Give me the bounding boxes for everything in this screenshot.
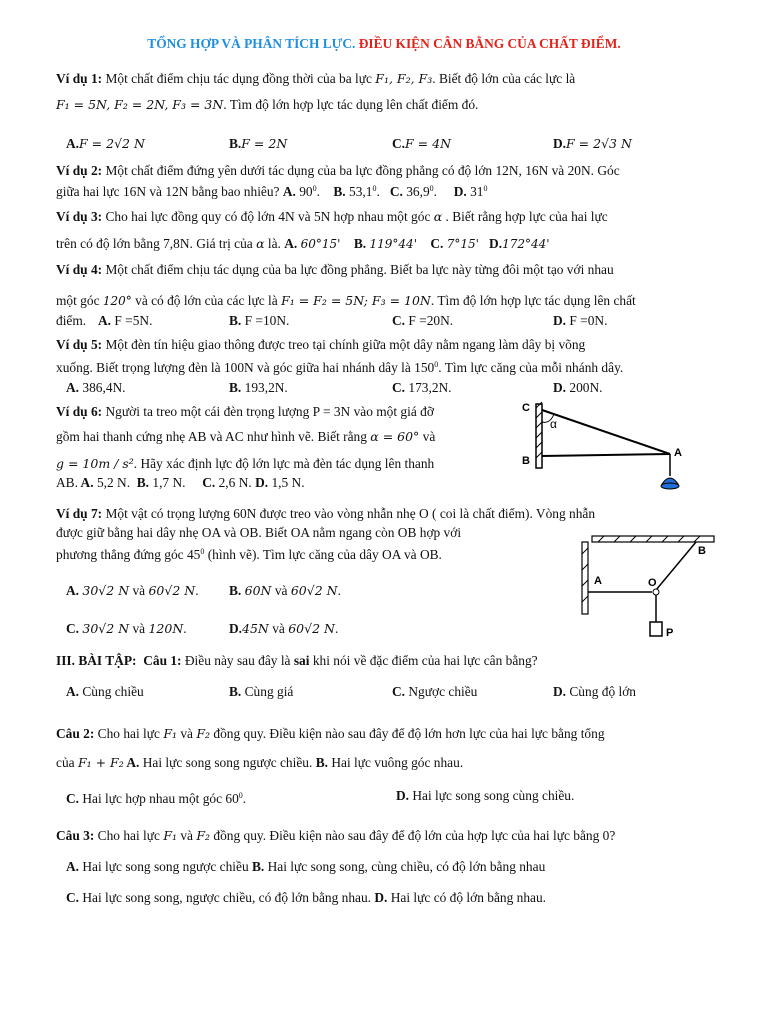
option-value: 53,1 <box>345 184 373 199</box>
option-letter: D. <box>553 136 567 151</box>
ex1-option-d <box>553 135 632 153</box>
q3-line-2 <box>66 858 545 876</box>
ex5-option-d <box>553 379 602 397</box>
option-value: 172°44' <box>502 237 550 251</box>
option-letter: A. <box>282 184 296 199</box>
degree-sup: 0 <box>372 184 377 193</box>
option-value: 30√2 N <box>82 621 130 636</box>
ex2-line-2: giữa hai lực 16N và 12N bằng bao nhiêu? A. $90^0$. B. 53,1$^0$. C. 36,9$^0$. D. $31^0$ <box>56 184 488 199</box>
option-value: Hai lực song song ngược chiều <box>79 859 252 874</box>
option-letter: C. <box>66 791 80 806</box>
option-value: 60°15' <box>300 237 341 251</box>
label-a: A <box>594 575 602 587</box>
option-letter: B. <box>136 475 150 490</box>
option-value: 60√2 N <box>148 583 196 598</box>
gravity-value: g = 10m / s² <box>56 456 134 471</box>
ex3-text-3: trên có độ lớn bằng 7,8N. Giá trị của <box>56 236 257 251</box>
option-letter: B. <box>252 859 265 874</box>
ex4-values: F₁ = F₂ = 5N; F₃ = 10N <box>281 293 431 308</box>
q2-line-2 <box>56 754 463 772</box>
ex4-text-2: một góc <box>56 293 103 308</box>
ex2-text-2: giữa hai lực 16N và 12N bằng bao nhiêu? <box>56 184 283 199</box>
option-value: 60√2 N <box>288 621 335 636</box>
q1-label: Câu 1: <box>143 653 182 668</box>
option-letter: B. <box>333 184 346 199</box>
option-value: 60N <box>244 583 272 598</box>
ex6-text-4: . Hãy xác định lực độ lớn lực mà đèn tác dụng lên thanh <box>133 456 435 471</box>
ex2-label: Ví dụ 2: <box>56 163 103 178</box>
ring-o <box>653 589 659 595</box>
ex1-values: F₁ = 5N, F₂ = 2N, F₃ = 3N <box>56 97 224 112</box>
option-letter: A. <box>66 583 80 598</box>
weight-block <box>650 622 662 636</box>
option-letter: C. <box>66 890 80 905</box>
section-heading: III. BÀI TẬP: <box>56 653 137 668</box>
q3-text-2: và <box>177 828 197 843</box>
ex7-option-d: D.45N và 60√2 N. <box>229 621 339 636</box>
option-value: 119°44' <box>369 237 417 251</box>
option-letter: C. <box>392 380 406 395</box>
ex6-text-3: và <box>419 429 436 444</box>
option-value: 386,4N. <box>79 380 126 395</box>
option-letter: A. <box>98 313 112 328</box>
ex5-line-2 <box>56 356 623 377</box>
ex6-bracket-figure <box>518 398 698 498</box>
ex2-line-1 <box>56 162 620 180</box>
ex6-label: Ví dụ 6: <box>56 404 103 419</box>
degree-sup: 0 <box>429 184 434 193</box>
option-letter: C. <box>392 136 406 151</box>
ex3-line-2 <box>56 235 550 253</box>
option-letter: C. <box>392 684 406 699</box>
ex3-line-1 <box>56 208 608 226</box>
ex5-label: Ví dụ 5: <box>56 337 103 352</box>
label-b: B <box>698 545 706 557</box>
bt-q1-line <box>56 652 538 670</box>
option-value: F =10N. <box>241 313 290 328</box>
option-letter: D. <box>396 788 410 803</box>
ex4-option-b <box>229 312 289 330</box>
option-letter: D. <box>553 684 567 699</box>
ex4-option-d <box>553 312 607 330</box>
option-value: 173,2N. <box>405 380 452 395</box>
q2-text-3: đồng quy. Điều kiện nào sau đây để độ lớn hơn lực của hai lực bằng tổng <box>210 726 605 741</box>
title-part-1: TỔNG HỢP VÀ PHÂN TÍCH LỰC. <box>147 36 356 51</box>
option-letter: B. <box>229 380 242 395</box>
ex5-line-1 <box>56 336 585 354</box>
alpha-symbol: α <box>256 236 265 251</box>
option-letter: B. <box>229 313 242 328</box>
degree-sup: 0 <box>483 184 488 193</box>
ex7-line-3 <box>56 543 442 564</box>
ex7-option-a: A. 30√2 N và 60√2 N. <box>66 583 199 598</box>
ex6-line-3 <box>56 455 434 473</box>
ex6-line-4 <box>56 474 305 492</box>
option-value: 60√2 N <box>290 583 338 598</box>
ex6-text-1: Người ta treo một cái đèn trọng lượng P = 3N vào một giá đỡ <box>102 404 434 419</box>
ex1-line-1 <box>56 70 575 88</box>
ex6-text-2: gồm hai thanh cứng nhẹ AB và AC như hình vẽ. Biết rằng <box>56 429 371 444</box>
ceiling <box>592 536 714 542</box>
ex5-text-2: xuống. Biết trọng lượng đèn là 100N và góc giữa hai nhánh dây là 150 <box>56 360 435 375</box>
q2-text-4: của <box>56 755 78 770</box>
option-value: 31 <box>466 184 484 199</box>
option-value: F = 4N <box>405 136 452 151</box>
ex3-text-4: là. <box>264 236 285 251</box>
option-letter: C. <box>66 621 80 636</box>
q1-option-c <box>392 683 477 701</box>
ex3-text-1: Cho hai lực đồng quy có độ lớn 4N và 5N hợp nhau một góc <box>102 209 434 224</box>
f1-symbol: F₁ <box>163 726 178 741</box>
q3-line-1 <box>56 827 615 845</box>
angle-value: 120° <box>102 294 132 308</box>
ex1-option-c <box>392 135 451 153</box>
label-c: C <box>522 402 530 414</box>
option-value: F = 2√3 N <box>566 136 632 151</box>
option-letter: C. <box>389 184 403 199</box>
option-value: Cùng độ lớn <box>566 684 636 699</box>
ex1-option-a <box>66 135 145 153</box>
option-value: Cùng giá <box>241 684 294 699</box>
f2-symbol: F₂ <box>196 726 211 741</box>
q1-text-1: Điều này sau đây là <box>181 653 294 668</box>
q1-option-b <box>229 683 293 701</box>
rod-ab <box>542 454 670 456</box>
ex7-text-3: phương thẳng đứng góc 45 <box>56 547 201 562</box>
q2-label: Câu 2: <box>56 726 95 741</box>
ex7-label: Ví dụ 7: <box>56 506 103 521</box>
lamp-base <box>661 483 679 489</box>
q3-text-1: Cho hai lực <box>94 828 164 843</box>
ex4-text-3: và có độ lớn của các lực là <box>131 293 282 308</box>
ex7-text-1: Một vật có trọng lượng 60N được treo vào vòng nhẫn nhẹ O ( coi là chất điểm). Vòng nhẫn <box>102 506 596 521</box>
option-value: Hai lực song song cùng chiều. <box>409 788 575 803</box>
q2-text-2: và <box>177 726 197 741</box>
ex1-text-2: . Biết độ lớn của các lực là <box>432 71 576 86</box>
string-ob <box>656 542 696 590</box>
ex7-text-2: được giữ bằng hai dây nhẹ OA và OB. Biết OA nằm ngang còn OB hợp với <box>56 525 462 540</box>
option-letter: D. <box>255 475 269 490</box>
option-value: F =20N. <box>405 313 454 328</box>
ex1-text-1: Một chất điểm chịu tác dụng đồng thời của ba lực <box>102 71 376 86</box>
ex5-text-1: Một đèn tín hiệu giao thông được treo tại chính giữa một dây nằm ngang làm dây bị võng <box>102 337 586 352</box>
alpha-value: α = 60° <box>370 429 420 444</box>
option-letter: A. <box>66 684 80 699</box>
ex3-label: Ví dụ 3: <box>56 209 103 224</box>
ex5-option-a <box>66 379 126 397</box>
ex5-text-3: . Tìm lực căng của mỗi nhánh dây. <box>438 360 624 375</box>
ex4-label: Ví dụ 4: <box>56 262 103 277</box>
option-letter: D. <box>229 621 243 636</box>
option-value: 5,2 N. <box>93 475 131 490</box>
ex6-line-1 <box>56 403 434 421</box>
ex5-option-c <box>392 379 452 397</box>
title-part-2: ĐIỀU KIỆN CÂN BẰNG CỦA CHẤT ĐIỂM. <box>358 36 621 51</box>
ex4-option-a <box>98 312 152 330</box>
label-o: O <box>648 577 657 589</box>
conjunction: và <box>271 583 291 598</box>
option-letter: D. <box>489 236 503 251</box>
q1-text-2: khi nói về đặc điểm của hai lực cân bằng? <box>309 653 538 668</box>
option-value: Cùng chiều <box>79 684 144 699</box>
q1-option-a <box>66 683 144 701</box>
option-letter: C. <box>202 475 216 490</box>
option-letter: B. <box>229 136 242 151</box>
label-p: P <box>666 627 674 639</box>
ex1-label: Ví dụ 1: <box>56 71 103 86</box>
option-value: 120N <box>148 621 184 636</box>
option-value: F = 2N <box>241 136 288 151</box>
option-letter: D. <box>453 184 467 199</box>
degree-sup: 0 <box>434 360 439 369</box>
ex1-text-3: . Tìm độ lớn hợp lực tác dụng lên chất điểm đó. <box>223 97 479 112</box>
option-value: 90 <box>295 184 313 199</box>
ex4-line-2 <box>56 292 636 310</box>
option-value: Hai lực song song, ngược chiều, có độ lớn bằng nhau. <box>79 890 375 905</box>
option-value: Ngược chiều <box>405 684 478 699</box>
option-value: F =0N. <box>566 313 608 328</box>
f1-symbol: F₁ <box>163 828 178 843</box>
ex6-text-5: AB. <box>56 475 78 490</box>
f2-symbol: F₂ <box>196 828 211 843</box>
option-value: Hai lực song song, cùng chiều, có độ lớn bằng nhau <box>264 859 546 874</box>
option-letter: C. <box>392 313 406 328</box>
option-value: 200N. <box>566 380 603 395</box>
ex6-line-2 <box>56 428 435 446</box>
option-letter: B. <box>312 755 328 770</box>
option-value: F = 2√2 N <box>79 136 145 151</box>
ex4-text-5: điểm. <box>56 313 87 328</box>
ex7-line-1 <box>56 505 595 523</box>
option-letter: D. <box>553 313 567 328</box>
option-letter: A. <box>66 380 80 395</box>
degree-sup: 0 <box>238 791 243 800</box>
option-letter: B. <box>229 583 242 598</box>
q2-text-1: Cho hai lực <box>94 726 164 741</box>
q2-line-1 <box>56 725 605 743</box>
ex7-ring-figure <box>578 532 718 644</box>
ex3-text-2: . Biết rằng hợp lực của hai lực <box>442 209 608 224</box>
option-value: Hai lực vuông góc nhau. <box>327 755 464 770</box>
q3-label: Câu 3: <box>56 828 95 843</box>
alpha-symbol: α <box>433 209 443 224</box>
option-value: Hai lực song song ngược chiều. <box>139 755 313 770</box>
degree-sup: 0 <box>312 184 317 193</box>
ex4-text-4: . Tìm độ lớn hợp lực tác dụng lên chất <box>430 293 636 308</box>
q2-option-d <box>396 787 574 805</box>
label-b: B <box>522 455 530 467</box>
option-value: 193,2N. <box>241 380 288 395</box>
option-letter: A. <box>123 755 140 770</box>
option-value: 7°15' <box>446 237 479 251</box>
option-letter: B. <box>353 236 367 251</box>
ex7-text-4: (hình vẽ). Tìm lực căng của dây OA và OB. <box>204 547 442 562</box>
q3-text-3: đồng quy. Điều kiện nào sau đây để độ lớn của hợp lực của hai lực bằng 0? <box>210 828 616 843</box>
ex4-line-1 <box>56 261 614 279</box>
degree-sup: 0 <box>200 547 205 556</box>
ex4-line-3 <box>56 312 86 330</box>
option-letter: A. <box>66 136 80 151</box>
option-letter: D. <box>374 890 388 905</box>
sum-expression: F₁ + F₂ <box>77 755 124 770</box>
q1-bold: sai <box>293 653 310 668</box>
option-letter: B. <box>229 684 242 699</box>
ex4-option-c <box>392 312 453 330</box>
option-value: 45N <box>242 621 269 636</box>
option-letter: C. <box>430 236 444 251</box>
option-letter: A. <box>66 859 80 874</box>
q1-option-d <box>553 683 636 701</box>
ex7-option-c: C. 30√2 N và 120N. <box>66 621 187 636</box>
conjunction: và <box>129 583 149 598</box>
option-value: Hai lực có độ lớn bằng nhau. <box>387 890 547 905</box>
option-value: 1,7 N. <box>149 475 186 490</box>
ex1-option-b <box>229 135 287 153</box>
option-value: F =5N. <box>111 313 153 328</box>
option-value: Hai lực hợp nhau một góc 60 <box>79 791 239 806</box>
ex1-forces: F₁, F₂, F₃ <box>375 71 433 86</box>
page-title <box>0 36 768 52</box>
option-letter: A. <box>77 475 94 490</box>
option-value: 2,6 N. <box>215 475 252 490</box>
conjunction: và <box>129 621 149 636</box>
label-alpha: α <box>550 417 557 431</box>
q3-line-3 <box>66 889 546 907</box>
ex7-line-2 <box>56 524 461 542</box>
q2-option-c: C. Hai lực hợp nhau một góc $60^0$. <box>66 791 247 806</box>
ex1-line-2 <box>56 96 478 114</box>
option-value: 30√2 N <box>82 583 130 598</box>
ex7-option-b: B. 60N và 60√2 N. <box>229 583 341 598</box>
label-a: A <box>674 447 682 459</box>
ex2-text-1: Một chất điểm đứng yên dưới tác dụng của ba lực đồng phẳng có độ lớn 12N, 16N và 20N. Góc <box>102 163 620 178</box>
option-value: 36,9 <box>402 184 430 199</box>
option-value: 1,5 N. <box>268 475 305 490</box>
option-letter: A. <box>284 236 298 251</box>
rod-ac <box>542 410 670 454</box>
ex4-text-1: Một chất điểm chịu tác dụng của ba lực đồng phẳng. Biết ba lực này từng đôi một tạo với nhau <box>102 262 614 277</box>
conjunction: và <box>268 621 289 636</box>
option-letter: D. <box>553 380 567 395</box>
ex5-option-b <box>229 379 288 397</box>
